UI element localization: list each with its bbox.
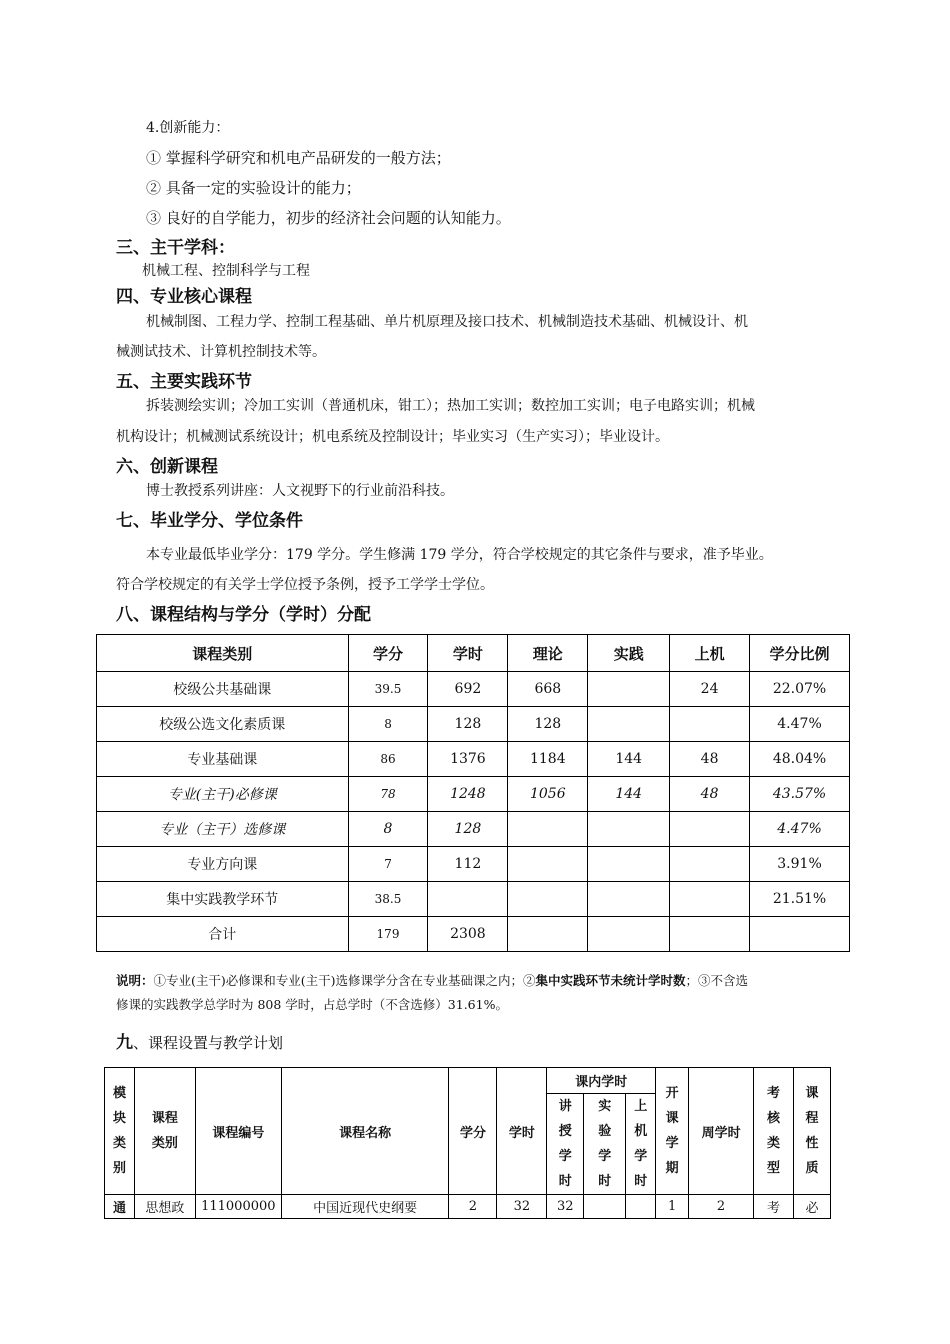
cell: [670, 847, 750, 882]
cell-nature: 必: [793, 1195, 830, 1219]
cell: [670, 882, 750, 917]
header-in-class-hours: 课内学时: [547, 1068, 656, 1094]
cell: 校级公共基础课: [97, 672, 349, 707]
cell: 144: [588, 742, 670, 777]
cell: 1376: [428, 742, 508, 777]
cell: [588, 707, 670, 742]
header-computer-hours: 上 机 学 时: [626, 1094, 656, 1195]
cell: 22.07%: [750, 672, 850, 707]
cell: 48: [670, 777, 750, 812]
cell: 1248: [428, 777, 508, 812]
cell-computer: [626, 1195, 656, 1219]
header-course-code: 课程编号: [195, 1068, 281, 1195]
cell: 38.5: [348, 882, 428, 917]
cell: 1056: [508, 777, 588, 812]
section-9-number: 九: [116, 1033, 133, 1053]
cell: 校级公选文化素质课: [97, 707, 349, 742]
header-practice: 实践: [588, 635, 670, 672]
cell: 合计: [97, 917, 349, 952]
cell: [508, 847, 588, 882]
innovation-title: 4.创新能力：: [146, 120, 230, 136]
header-semester: 开 课 学 期: [656, 1068, 689, 1195]
cell-lecture: 32: [547, 1195, 584, 1219]
note-part-1: ①专业(主干)必修课和专业(主干)选修课学分含在专业基础课之内；②: [153, 973, 536, 988]
innovation-item-3: ③ 良好的自学能力，初步的经济社会问题的认知能力。: [146, 209, 511, 227]
table-row: [105, 1195, 831, 1219]
table-row: [97, 672, 850, 707]
cell: 8: [348, 707, 428, 742]
cell: [670, 917, 750, 952]
cell: [670, 707, 750, 742]
note-bold: 集中实践环节未统计学时数: [535, 973, 686, 988]
cell: [428, 882, 508, 917]
cell: [588, 812, 670, 847]
cell-name: 中国近现代史纲要: [281, 1195, 449, 1219]
cell-assessment: 考: [754, 1195, 794, 1219]
cell: [670, 812, 750, 847]
cell: 专业基础课: [97, 742, 349, 777]
table-note-line-2: 修课的实践教学总学时为 808 学时，占总学时（不含选修）31.61%。: [116, 997, 508, 1012]
cell: 48: [670, 742, 750, 777]
cell: 692: [428, 672, 508, 707]
innovation-item-2: ② 具备一定的实验设计的能力；: [146, 179, 361, 197]
note-label: 说明：: [116, 973, 154, 988]
section-4-line-2: 械测试技术、计算机控制技术等。: [116, 344, 326, 360]
section-7-title: 七、毕业学分、学位条件: [116, 511, 303, 531]
cell: [588, 672, 670, 707]
cell: 8: [348, 812, 428, 847]
cell: 专业方向课: [97, 847, 349, 882]
header-nature: 课 程 性 质: [793, 1068, 830, 1195]
header-experiment-hours: 实 验 学 时: [584, 1094, 626, 1195]
cell-weekly: 2: [689, 1195, 754, 1219]
header-credit: 学分: [348, 635, 428, 672]
section-5-title: 五、主要实践环节: [116, 372, 252, 392]
header-course-name: 课程名称: [281, 1068, 449, 1195]
table-row: [97, 847, 850, 882]
table-row-total: [97, 917, 850, 952]
table-row: [97, 707, 850, 742]
header-module: 模 块 类 别: [105, 1068, 135, 1195]
cell-experiment: [584, 1195, 626, 1219]
cell: 128: [428, 707, 508, 742]
section-6-title: 六、创新课程: [116, 457, 218, 477]
cell: [588, 882, 670, 917]
header-hours: 学时: [428, 635, 508, 672]
header-ratio: 学分比例: [750, 635, 850, 672]
section-3-body: 机械工程、控制科学与工程: [142, 263, 310, 279]
plan-header-row-1: [105, 1068, 831, 1094]
header-theory: 理论: [508, 635, 588, 672]
header-course-type: 课程 类别: [134, 1068, 195, 1195]
header-weekly-hours: 周学时: [689, 1068, 754, 1195]
cell: 21.51%: [750, 882, 850, 917]
cell: [750, 917, 850, 952]
header-credit: 学分: [449, 1068, 497, 1195]
cell: [508, 812, 588, 847]
cell-module: 通: [105, 1195, 135, 1219]
cell: 4.47%: [750, 707, 850, 742]
table-row: [97, 812, 850, 847]
cell: 3.91%: [750, 847, 850, 882]
cell: [508, 917, 588, 952]
cell: 1184: [508, 742, 588, 777]
cell: 39.5: [348, 672, 428, 707]
note-part-2: ；③不含选: [685, 973, 749, 988]
section-3-title: 三、主干学科：: [116, 238, 235, 258]
header-category: 课程类别: [97, 635, 349, 672]
table-header-row: [97, 635, 850, 672]
cell: 78: [348, 777, 428, 812]
header-computer: 上机: [670, 635, 750, 672]
credit-distribution-table: [96, 634, 850, 952]
section-4-title: 四、专业核心课程: [116, 287, 252, 307]
table-row: [97, 742, 850, 777]
section-5-line-2: 机构设计；机械测试系统设计；机电系统及控制设计；毕业实习（生产实习）；毕业设计。: [116, 429, 669, 445]
cell-type: 思想政: [134, 1195, 195, 1219]
section-4-line-1: 机械制图、工程力学、控制工程基础、单片机原理及接口技术、机械制造技术基础、机械设计、机: [146, 314, 748, 330]
cell: 4.47%: [750, 812, 850, 847]
cell: 86: [348, 742, 428, 777]
cell: [588, 917, 670, 952]
cell: [588, 847, 670, 882]
cell-semester: 1: [656, 1195, 689, 1219]
header-lecture-hours: 讲 授 学 时: [547, 1094, 584, 1195]
cell: 43.57%: [750, 777, 850, 812]
section-9-title: [116, 1032, 283, 1054]
table-row: [97, 882, 850, 917]
header-assessment: 考 核 类 型: [754, 1068, 794, 1195]
section-7-line-2: 符合学校规定的有关学士学位授予条例，授予工学学士学位。: [116, 577, 494, 593]
cell: 112: [428, 847, 508, 882]
cell: 128: [508, 707, 588, 742]
table-row: [97, 777, 850, 812]
cell-code: 111000000: [195, 1195, 281, 1219]
cell: 24: [670, 672, 750, 707]
cell: 7: [348, 847, 428, 882]
cell: 128: [428, 812, 508, 847]
course-plan-table: [104, 1067, 831, 1219]
cell: [508, 882, 588, 917]
cell-credit: 2: [449, 1195, 497, 1219]
cell: 144: [588, 777, 670, 812]
cell: 668: [508, 672, 588, 707]
section-7-line-1: 本专业最低毕业学分：179 学分。学生修满 179 学分，符合学校规定的其它条件与要求，准予毕业。: [146, 547, 773, 563]
section-5-line-1: 拆装测绘实训；冷加工实训（普通机床，钳工）；热加工实训；数控加工实训；电子电路实训；机械: [146, 398, 755, 414]
cell-hours: 32: [497, 1195, 547, 1219]
innovation-item-1: ① 掌握科学研究和机电产品研发的一般方法；: [146, 149, 451, 167]
section-8-title: 八、课程结构与学分（学时）分配: [116, 605, 371, 625]
cell: 专业（主干）选修课: [97, 812, 349, 847]
cell: 2308: [428, 917, 508, 952]
cell: 48.04%: [750, 742, 850, 777]
table-note-line-1: [116, 971, 748, 991]
section-6-body: 博士教授系列讲座：人文视野下的行业前沿科技。: [146, 483, 454, 499]
cell: 集中实践教学环节: [97, 882, 349, 917]
cell: 179: [348, 917, 428, 952]
section-9-label: 、课程设置与教学计划: [133, 1034, 284, 1052]
header-hours: 学时: [497, 1068, 547, 1195]
cell: 专业(主干)必修课: [97, 777, 349, 812]
